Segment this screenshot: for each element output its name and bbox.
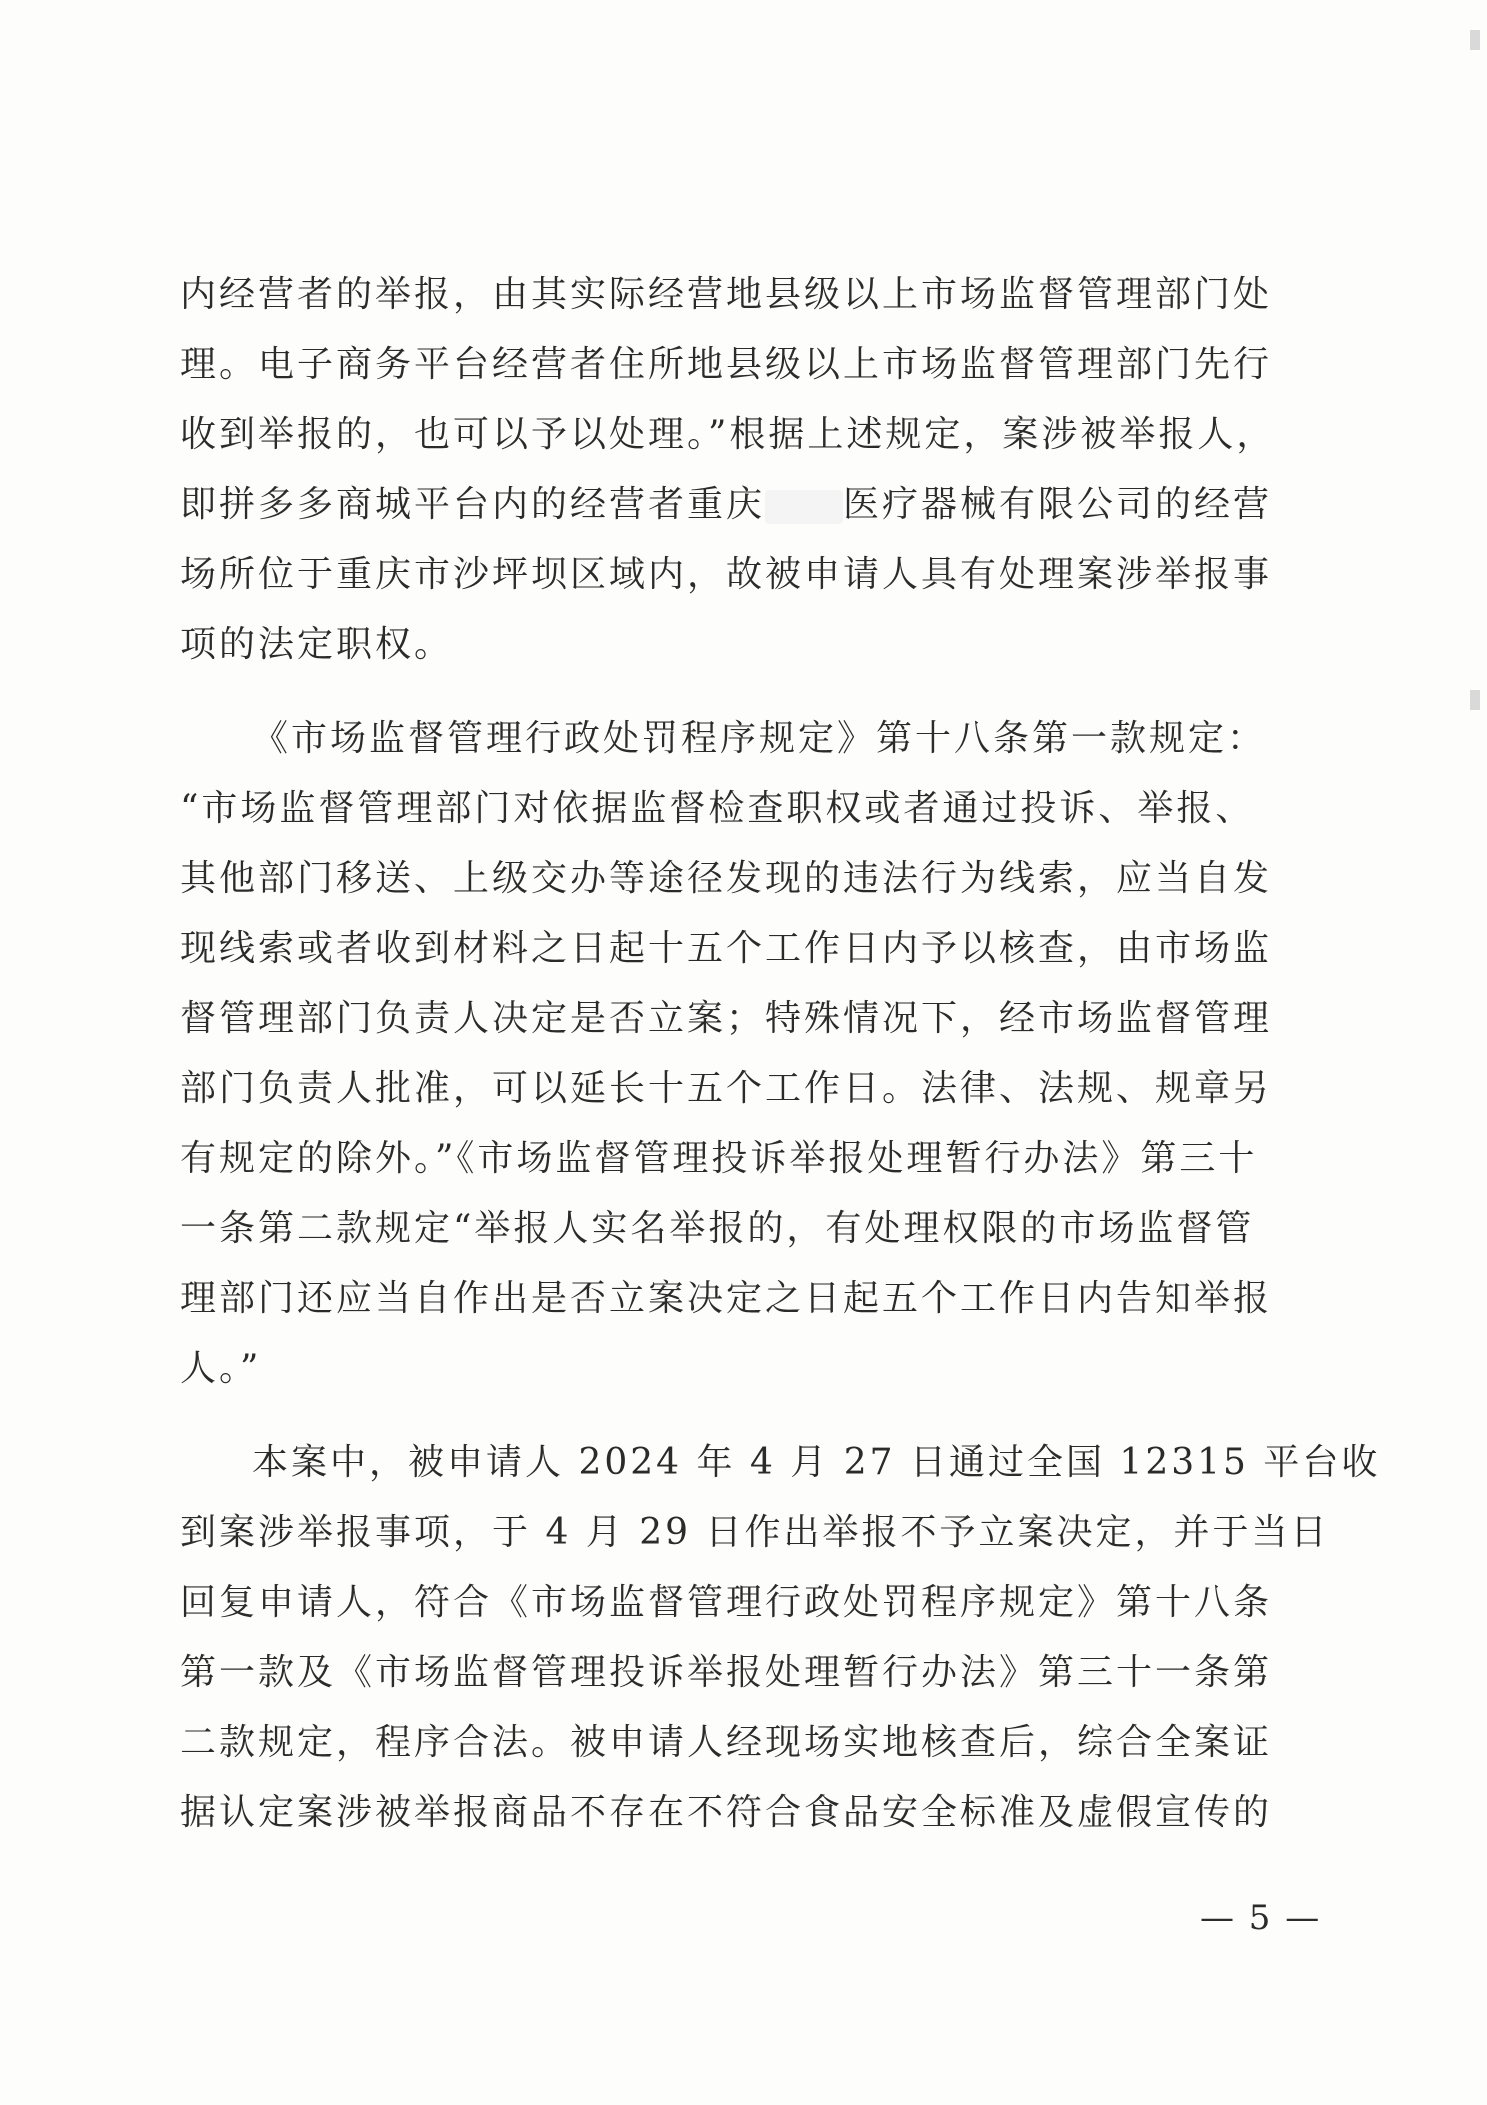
text-line: 场所位于重庆市沙坪坝区域内，故被申请人具有处理案涉举报事 xyxy=(180,554,1273,595)
text-line: 一条第二款规定“举报人实名举报的，有处理权限的市场监督管 xyxy=(180,1208,1255,1249)
text-line: 其他部门移送、上级交办等途径发现的违法行为线索，应当自发 xyxy=(180,858,1273,899)
text-line xyxy=(180,470,1300,540)
text-segment: 医疗器械有限公司的经营 xyxy=(843,484,1273,525)
text-line: 现线索或者收到材料之日起十五个工作日内予以核查，由市场监 xyxy=(180,928,1273,969)
text-line: 本案中，被申请人 2024 年 4 月 27 日通过全国 12315 平台收 xyxy=(252,1442,1381,1483)
text-segment: 即拼多多商城平台内的经营者重庆 xyxy=(180,484,766,525)
text-line: 人。” xyxy=(180,1348,262,1389)
text-line: 督管理部门负责人决定是否立案；特殊情况下，经市场监督管理 xyxy=(180,998,1273,1039)
paragraph xyxy=(180,704,1300,1404)
text-line: 二款规定，程序合法。被申请人经现场实地核查后，综合全案证 xyxy=(180,1722,1273,1763)
text-line: 《市场监督管理行政处罚程序规定》第十八条第一款规定： xyxy=(252,718,1267,759)
text-line: 到案涉举报事项，于 4 月 29 日作出举报不予立案决定，并于当日 xyxy=(180,1512,1330,1553)
paragraph xyxy=(180,1428,1381,1848)
document-body xyxy=(180,260,1381,1848)
text-line: 理。电子商务平台经营者住所地县级以上市场监督管理部门先行 xyxy=(180,344,1273,385)
paragraph xyxy=(180,260,1300,680)
text-line: 据认定案涉被举报商品不存在不符合食品安全标准及虚假宣传的 xyxy=(180,1792,1273,1833)
text-line: 项的法定职权。 xyxy=(180,624,454,665)
text-line: 有规定的除外。”《市场监督管理投诉举报处理暂行办法》第三十 xyxy=(180,1138,1258,1179)
text-line: 收到举报的，也可以予以处理。”根据上述规定，案涉被举报人， xyxy=(180,414,1276,455)
text-line: 部门负责人批准，可以延长十五个工作日。法律、法规、规章另 xyxy=(180,1068,1273,1109)
text-line: 回复申请人，符合《市场监督管理行政处罚程序规定》第十八条 xyxy=(180,1582,1273,1623)
scan-edge-mark xyxy=(1470,690,1480,710)
text-line: 理部门还应当自作出是否立案决定之日起五个工作日内告知举报 xyxy=(180,1278,1273,1319)
redaction-block xyxy=(765,490,843,524)
text-line: 第一款及《市场监督管理投诉举报处理暂行办法》第三十一条第 xyxy=(180,1652,1273,1693)
text-line: 内经营者的举报，由其实际经营地县级以上市场监督管理部门处 xyxy=(180,274,1273,315)
page-number: — 5 — xyxy=(1200,1898,1322,1938)
text-line: “市场监督管理部门对依据监督检查职权或者通过投诉、举报、 xyxy=(180,788,1255,829)
scan-edge-mark xyxy=(1470,30,1480,50)
